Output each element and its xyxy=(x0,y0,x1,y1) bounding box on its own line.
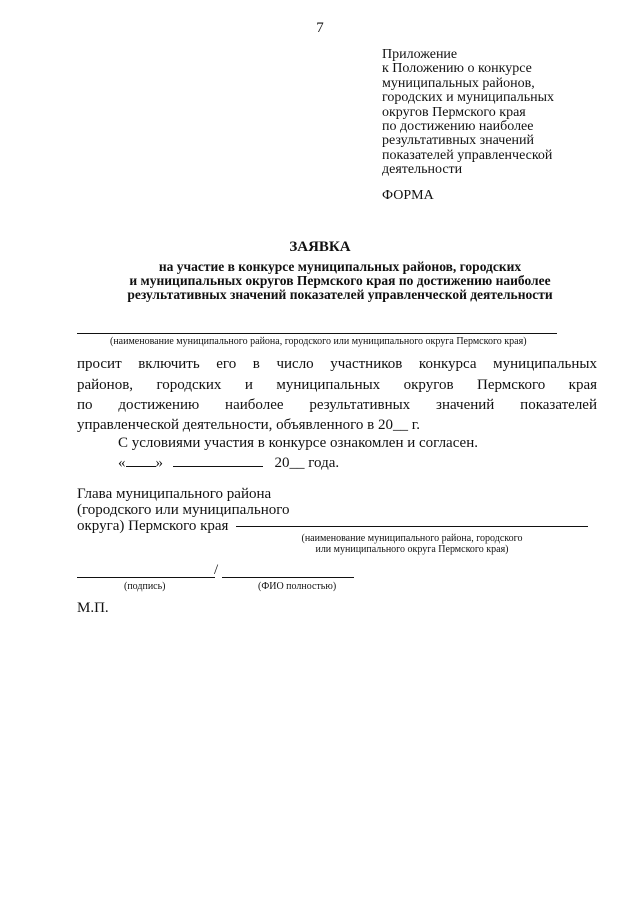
appendix-line: городских и муниципальных xyxy=(382,90,555,106)
appendix-line: муниципальных районов, xyxy=(382,75,535,91)
body-line: управленческой деятельности, объявленного в 20__ г. xyxy=(77,417,420,433)
signature-separator: / xyxy=(214,562,219,578)
document-subtitle xyxy=(40,260,640,302)
signature-line[interactable] xyxy=(77,577,215,578)
subtitle-line: результативных значений показателей управленческой деятельности xyxy=(127,287,553,302)
head-line: округа) Пермского края xyxy=(77,518,229,534)
date-line xyxy=(118,455,339,472)
agreement-text: С условиями участия в конкурсе ознакомлен и согласен. xyxy=(118,435,478,451)
head-line: Глава муниципального района xyxy=(77,486,272,502)
subtitle-line: на участие в конкурсе муниципальных районов, городских xyxy=(158,259,522,274)
year-prefix: 20__ xyxy=(274,455,305,471)
appendix-line: округов Пермского края xyxy=(382,104,526,120)
fio-line[interactable] xyxy=(222,577,354,578)
head-caption-line: или муниципального округа Пермского края) xyxy=(315,544,509,555)
day-field[interactable] xyxy=(126,466,156,467)
fio-caption: (ФИО полностью) xyxy=(258,581,337,592)
appendix-line: к Положению о конкурсе xyxy=(382,61,532,77)
head-line: (городского или муниципального xyxy=(77,502,290,518)
body-line: по достижению наиболее результативных значений показателей xyxy=(77,397,597,413)
head-name-caption xyxy=(236,533,588,555)
head-name-line[interactable] xyxy=(236,526,588,527)
close-quote: » xyxy=(155,455,163,471)
appendix-line: Приложение xyxy=(382,47,458,62)
year-suffix: года. xyxy=(308,455,340,471)
appendix-line: результативных значений xyxy=(382,133,535,149)
signature-caption: (подпись) xyxy=(124,581,166,592)
appendix-line: деятельности xyxy=(382,162,463,178)
body-line: районов, городских и муниципальных округов Пермского края xyxy=(77,377,597,393)
page-number: 7 xyxy=(316,20,324,36)
form-label: ФОРМА xyxy=(382,188,434,203)
appendix-block xyxy=(382,48,622,178)
subtitle-line: и муниципальных округов Пермского края по достижению наиболее xyxy=(129,273,551,288)
month-field[interactable] xyxy=(173,466,263,467)
body-line: просит включить его в число участников конкурса муниципальных xyxy=(77,356,597,372)
head-caption-line: (наименование муниципального района, городского xyxy=(301,533,523,544)
appendix-line: показателей управленческой xyxy=(382,147,553,163)
municipality-name-line[interactable] xyxy=(77,333,557,334)
municipality-name-caption: (наименование муниципального района, городского или муниципального округа Пермского края) xyxy=(110,336,527,347)
open-quote: « xyxy=(118,455,126,471)
stamp-label: М.П. xyxy=(77,600,109,616)
appendix-line: по достижению наиболее xyxy=(382,119,534,135)
document-title: ЗАЯВКА xyxy=(289,239,351,255)
